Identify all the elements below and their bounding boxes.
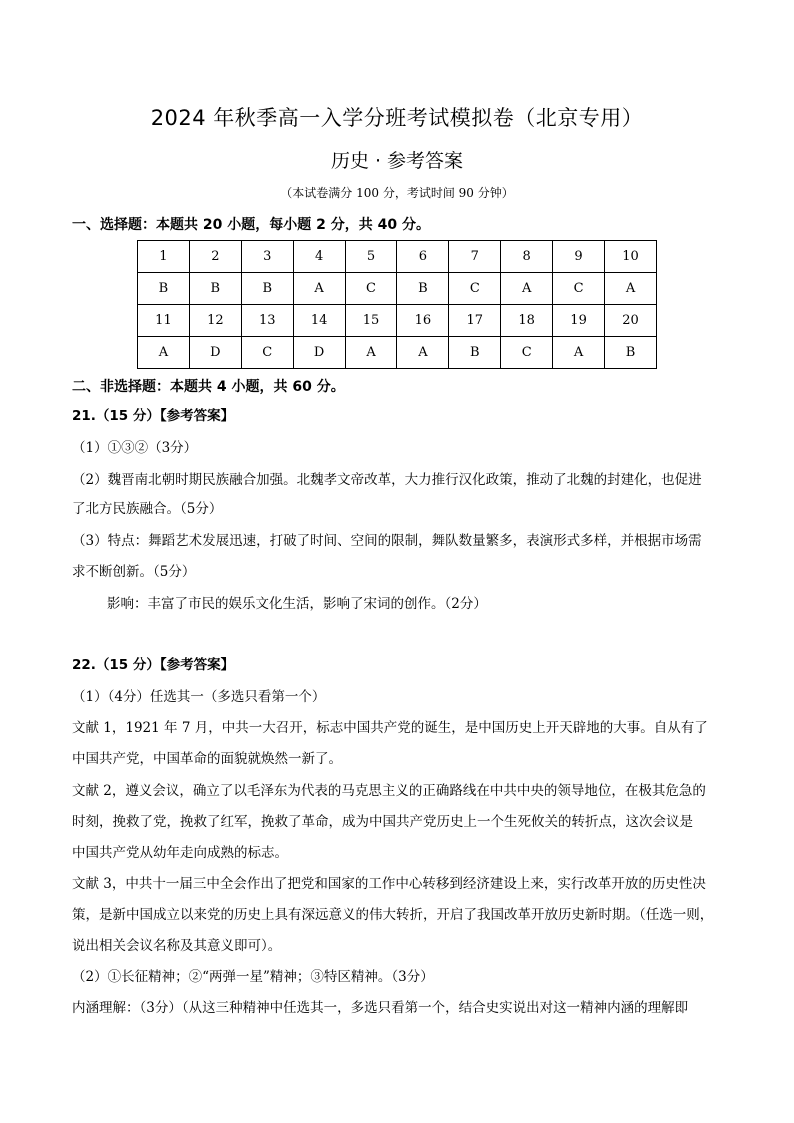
table-cell: A: [345, 337, 397, 369]
table-cell: 7: [449, 241, 501, 273]
table-row: [138, 273, 657, 305]
table-cell: 14: [293, 305, 345, 337]
table-cell: B: [241, 273, 293, 305]
q21-line: 求不断创新。（5分）: [72, 564, 196, 580]
table-cell: D: [293, 337, 345, 369]
q21-line: （2）魏晋南北朝时期民族融合加强。北魏孝文帝改革，大力推行汉化政策，推动了北魏的封建化，也促进: [72, 472, 702, 488]
q22-line: 中国共产党，中国革命的面貌就焕然一新了。: [72, 751, 342, 767]
q22-line: 内涵理解：（3分）（从这三种精神中任选其一，多选只看第一个，结合史实说出对这一精神内涵的理解即: [72, 1000, 689, 1016]
table-cell: 15: [345, 305, 397, 337]
table-cell: 16: [397, 305, 449, 337]
table-cell: C: [553, 273, 605, 305]
q21-line: 影响：丰富了市民的娱乐文化生活，影响了宋词的创作。（2分）: [107, 596, 487, 612]
table-cell: 13: [241, 305, 293, 337]
table-cell: 3: [241, 241, 293, 273]
table-cell: 20: [605, 305, 657, 337]
table-cell: 4: [293, 241, 345, 273]
q22-heading: 22.（15 分）【参考答案】: [72, 657, 235, 673]
q21-line: （3）特点：舞蹈艺术发展迅速，打破了时间、空间的限制，舞队数量繁多，表演形式多样，并根据市场需: [72, 533, 702, 549]
table-cell: C: [241, 337, 293, 369]
page-title: 2024 年秋季高一入学分班考试模拟卷（北京专用）: [150, 106, 644, 130]
table-cell: 8: [501, 241, 553, 273]
table-cell: 9: [553, 241, 605, 273]
table-cell: A: [553, 337, 605, 369]
table-cell: 10: [605, 241, 657, 273]
table-cell: B: [605, 337, 657, 369]
q22-line: （1）（4分）任选其一（多选只看第一个）: [72, 689, 326, 705]
table-cell: B: [397, 273, 449, 305]
table-cell: 12: [189, 305, 241, 337]
table-cell: A: [605, 273, 657, 305]
page-subtitle: 历史 · 参考答案: [330, 150, 464, 172]
table-cell: 2: [189, 241, 241, 273]
exam-note: （本试卷满分 100 分，考试时间 90 分钟）: [280, 186, 514, 200]
q21-line: 了北方民族融合。（5分）: [72, 501, 223, 517]
table-row: [138, 241, 657, 273]
table-cell: B: [138, 273, 190, 305]
table-cell: 11: [138, 305, 190, 337]
q22-line: 文献 1，1921 年 7 月，中共一大召开，标志中国共产党的诞生，是中国历史上开天辟地的大事。自从有了: [72, 720, 708, 736]
q22-line: 文献 2，遵义会议，确立了以毛泽东为代表的马克思主义的正确路线在中共中央的领导地位，在极其危急的: [72, 783, 706, 799]
answer-table: [137, 240, 657, 369]
table-cell: 19: [553, 305, 605, 337]
table-row: [138, 337, 657, 369]
table-cell: 17: [449, 305, 501, 337]
table-cell: B: [189, 273, 241, 305]
table-cell: A: [138, 337, 190, 369]
q21-heading: 21.（15 分）【参考答案】: [72, 408, 235, 424]
q22-line: 中国共产党从幼年走向成熟的标志。: [72, 845, 288, 861]
q22-line: 时刻，挽救了党，挽救了红军，挽救了革命，成为中国共产党历史上一个生死攸关的转折点，这次会议是: [72, 814, 693, 830]
table-row: [138, 305, 657, 337]
table-cell: C: [345, 273, 397, 305]
table-cell: C: [449, 273, 501, 305]
q22-line: 说出相关会议名称及其意义即可）。: [72, 938, 282, 954]
table-cell: 1: [138, 241, 190, 273]
q22-line: 文献 3，中共十一届三中全会作出了把党和国家的工作中心转移到经济建设上来，实行改革开放的历史性决: [72, 876, 706, 892]
table-cell: C: [501, 337, 553, 369]
table-cell: 5: [345, 241, 397, 273]
table-cell: A: [397, 337, 449, 369]
table-cell: A: [501, 273, 553, 305]
q22-line: 策，是新中国成立以来党的历史上具有深远意义的伟大转折，开启了我国改革开放历史新时期。（任选一则，: [72, 907, 714, 923]
table-cell: A: [293, 273, 345, 305]
table-cell: 18: [501, 305, 553, 337]
table-cell: 6: [397, 241, 449, 273]
table-cell: B: [449, 337, 501, 369]
q21-line: （1）①③②（3分）: [72, 440, 198, 456]
section1-heading: 一、选择题：本题共 20 小题，每小题 2 分，共 40 分。: [72, 217, 430, 233]
q22-line: （2）①长征精神；②“两弹一星”精神；③特区精神。（3分）: [72, 969, 434, 985]
section2-heading: 二、非选择题：本题共 4 小题，共 60 分。: [72, 379, 345, 395]
table-cell: D: [189, 337, 241, 369]
